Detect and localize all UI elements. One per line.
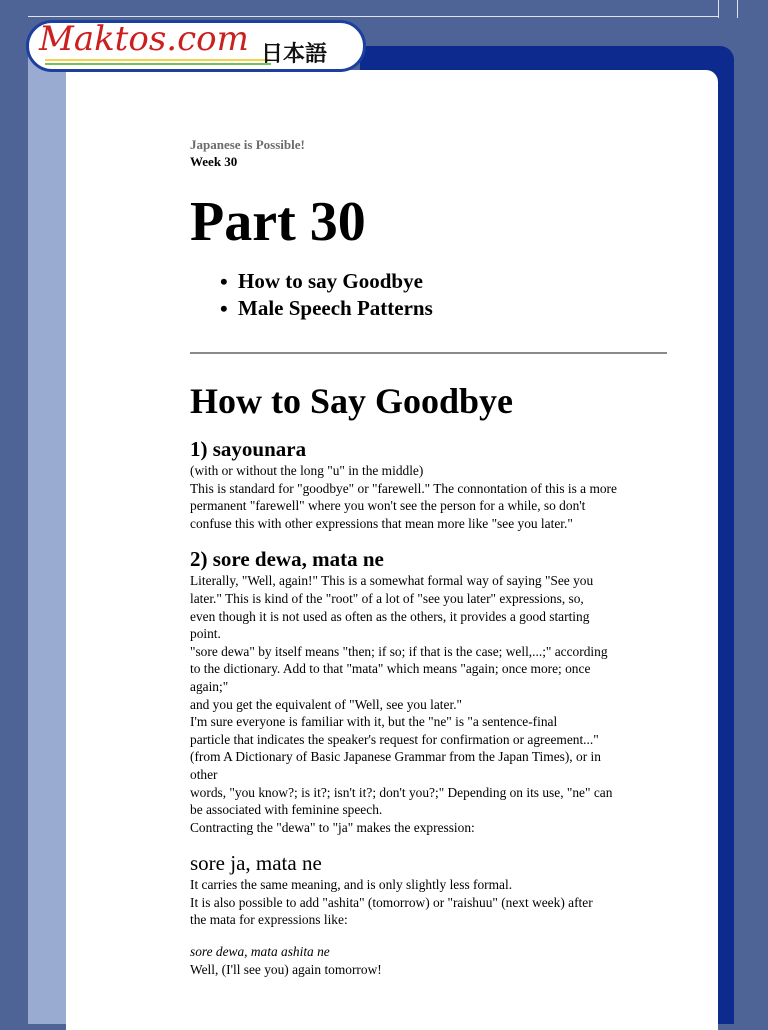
logo-japanese-text: 日本語 (261, 42, 328, 67)
item-heading: 2) sore dewa, mata ne (190, 547, 384, 572)
topic-item: • Male Speech Patterns (238, 295, 670, 322)
section-title: How to Say Goodbye (190, 381, 514, 421)
left-sidebar-strip (28, 40, 68, 1024)
logo-stripe (45, 63, 271, 65)
item-heading: sore ja, mata ne (190, 851, 322, 876)
example-translation: Well, (I'll see you) again tomorrow! (190, 961, 382, 977)
top-divider (28, 16, 718, 17)
top-tick (737, 0, 738, 18)
item-heading: 1) sayounara (190, 437, 307, 461)
top-tick (718, 0, 719, 18)
item-text: (with or without the long "u" in the middle) This is standard for "goodbye" or "farewell." The connontation of this is a more permanent "farewell" where you won't see the person for a while, so don't confuse this with other expressions that mean more like "see you later." (190, 463, 617, 531)
logo-stripe (45, 59, 271, 61)
topic-list (190, 268, 670, 322)
example-phrase: sore dewa, mata ashita ne (190, 944, 330, 960)
item-text: Literally, "Well, again!" This is a somewhat formal way of saying "See you later." This is kind of the "root" of a lot of "see you later" expressions, so, even though it is not used as often as the others, it provides a good starting point. "sore dewa" by itself means "then; if so; if that is the case; well,...;" according to the dictionary. Add to that "mata" which means "again; once more; once again;" and you get the equivalent of "Well, see you later." I'm sure everyone is familiar with it, but the "ne" is "a sentence-final particle that indicates the speaker's request for confirmation or agreement..." (from A Dictionary of Basic Japanese Grammar from the Japan Times), or in other words, "you know?; is it?; isn't it?; don't you?;" Depending on its use, "ne" can be associated with feminine speech. Contracting the "dewa" to "ja" makes the expression: (190, 573, 613, 835)
logo-wordmark: Maktos.com (39, 20, 249, 59)
section-divider (190, 352, 667, 354)
week-label: Week 30 (190, 154, 238, 169)
topic-item: • How to say Goodbye (238, 268, 670, 295)
page-title: Part 30 (190, 191, 366, 253)
article (190, 136, 670, 978)
example-block (190, 943, 670, 978)
tagline: Japanese is Possible! (190, 137, 305, 152)
site-logo[interactable] (26, 20, 366, 72)
item-text: It carries the same meaning, and is only slightly less formal. It is also possible to add "ashita" (tomorrow) or "raishuu" (next week) after the mata for expressions like: (190, 877, 593, 928)
